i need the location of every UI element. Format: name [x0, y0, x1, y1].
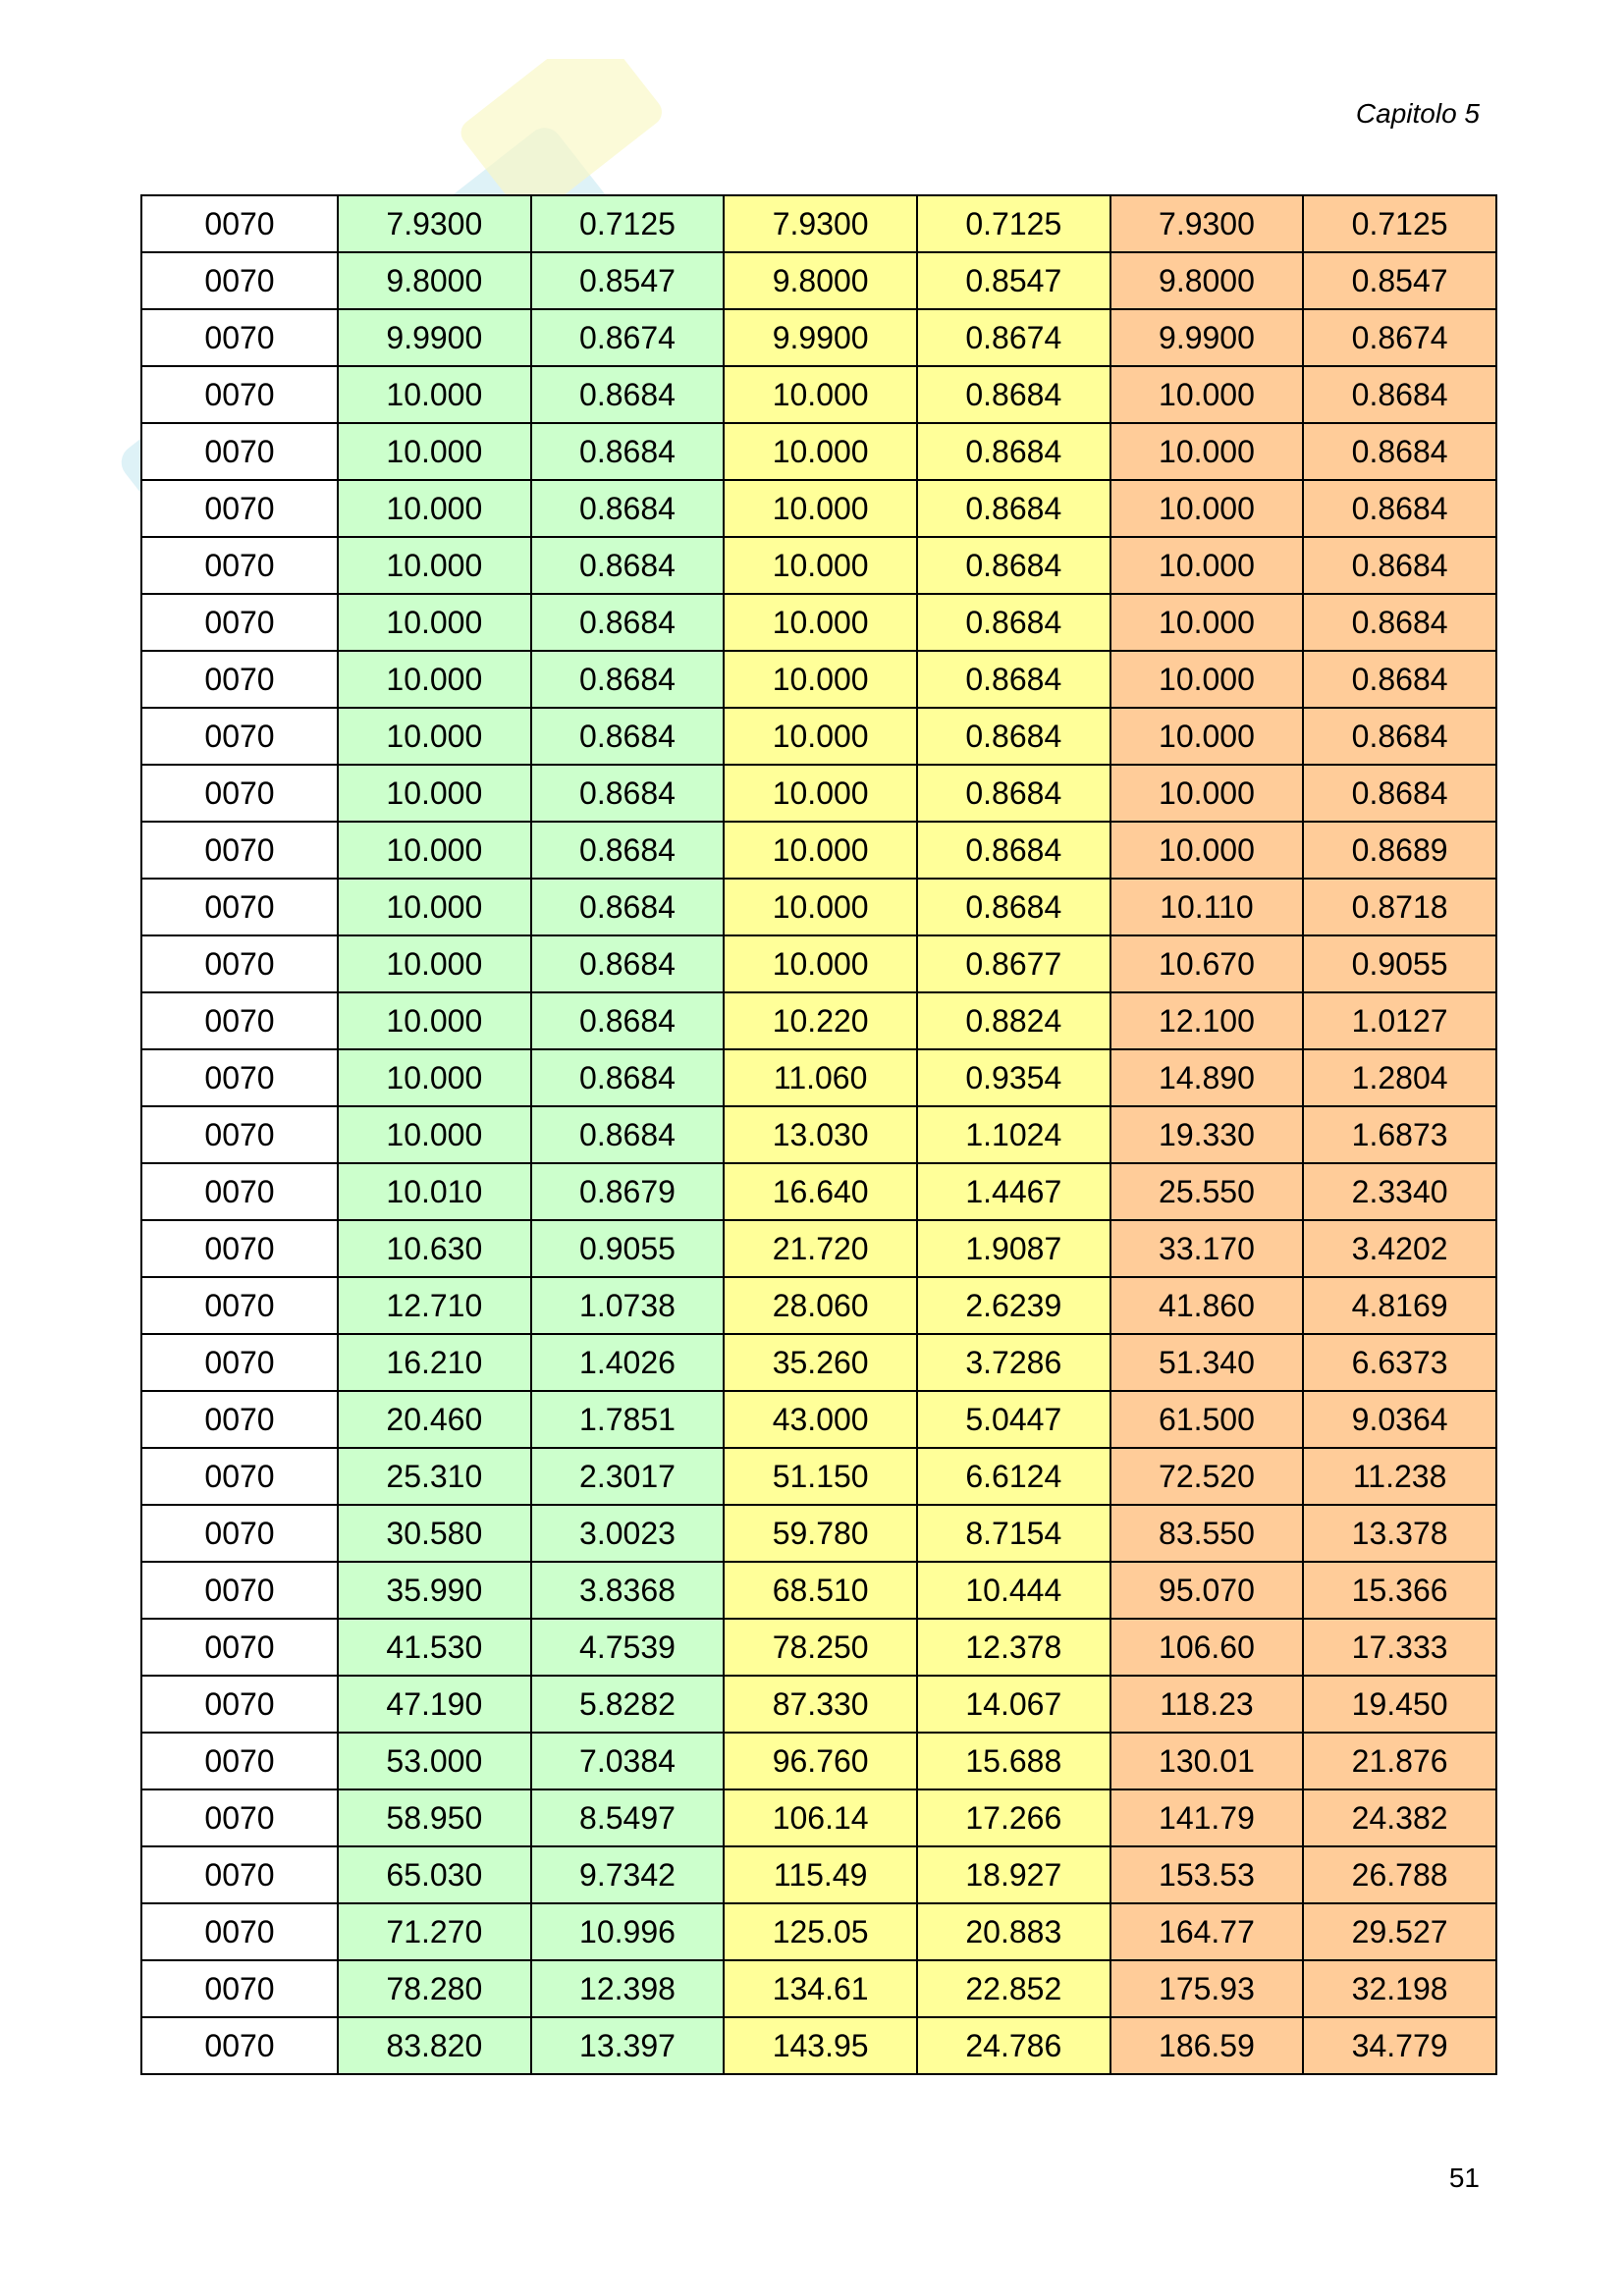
table-cell: 7.9300	[1110, 195, 1304, 252]
table-cell: 16.640	[724, 1163, 917, 1220]
row-code-cell: 0070	[141, 992, 338, 1049]
table-cell: 10.000	[724, 537, 917, 594]
table-cell: 59.780	[724, 1505, 917, 1562]
chapter-header: Capitolo 5	[1355, 98, 1480, 129]
row-code-cell: 0070	[141, 1334, 338, 1391]
table-cell: 0.8684	[531, 423, 725, 480]
row-code-cell: 0070	[141, 366, 338, 423]
table-cell: 10.000	[338, 708, 531, 765]
table-cell: 10.000	[338, 1106, 531, 1163]
table-row	[141, 1960, 1496, 2017]
table-cell: 10.000	[338, 1049, 531, 1106]
table-cell: 118.23	[1110, 1676, 1304, 1733]
table-cell: 30.580	[338, 1505, 531, 1562]
table-cell: 41.530	[338, 1619, 531, 1676]
table-cell: 96.760	[724, 1733, 917, 1789]
table-row	[141, 1448, 1496, 1505]
table-cell: 14.890	[1110, 1049, 1304, 1106]
table-cell: 9.8000	[724, 252, 917, 309]
table-cell: 0.8679	[531, 1163, 725, 1220]
table-row	[141, 935, 1496, 992]
table-cell: 134.61	[724, 1960, 917, 2017]
table-cell: 1.7851	[531, 1391, 725, 1448]
table-cell: 9.8000	[338, 252, 531, 309]
table-cell: 78.280	[338, 1960, 531, 2017]
table-cell: 0.8684	[917, 594, 1110, 651]
table-cell: 32.198	[1303, 1960, 1496, 2017]
row-code-cell: 0070	[141, 1733, 338, 1789]
table-row	[141, 423, 1496, 480]
table-cell: 0.7125	[917, 195, 1110, 252]
row-code-cell: 0070	[141, 935, 338, 992]
table-cell: 26.788	[1303, 1846, 1496, 1903]
table-cell: 0.8684	[531, 537, 725, 594]
row-code-cell: 0070	[141, 537, 338, 594]
table-cell: 0.8684	[1303, 594, 1496, 651]
table-cell: 10.000	[1110, 366, 1304, 423]
row-code-cell: 0070	[141, 1220, 338, 1277]
table-cell: 106.14	[724, 1789, 917, 1846]
row-code-cell: 0070	[141, 195, 338, 252]
row-code-cell: 0070	[141, 594, 338, 651]
row-code-cell: 0070	[141, 822, 338, 879]
table-cell: 0.8684	[531, 1049, 725, 1106]
table-cell: 1.6873	[1303, 1106, 1496, 1163]
table-cell: 13.397	[531, 2017, 725, 2074]
table-cell: 9.8000	[1110, 252, 1304, 309]
table-cell: 87.330	[724, 1676, 917, 1733]
table-row	[141, 822, 1496, 879]
table-cell: 0.8684	[917, 708, 1110, 765]
table-cell: 10.000	[724, 366, 917, 423]
table-cell: 10.630	[338, 1220, 531, 1277]
table-cell: 0.8684	[917, 822, 1110, 879]
table-row	[141, 537, 1496, 594]
table-cell: 0.8684	[531, 480, 725, 537]
row-code-cell: 0070	[141, 1505, 338, 1562]
table-cell: 0.9055	[531, 1220, 725, 1277]
table-cell: 51.150	[724, 1448, 917, 1505]
table-cell: 4.7539	[531, 1619, 725, 1676]
table-cell: 10.000	[724, 480, 917, 537]
table-cell: 0.8684	[531, 765, 725, 822]
table-cell: 2.3340	[1303, 1163, 1496, 1220]
table-cell: 0.8684	[917, 423, 1110, 480]
table-cell: 15.688	[917, 1733, 1110, 1789]
table-row	[141, 252, 1496, 309]
table-cell: 1.4026	[531, 1334, 725, 1391]
table-row	[141, 1846, 1496, 1903]
table-cell: 13.378	[1303, 1505, 1496, 1562]
table-cell: 7.9300	[338, 195, 531, 252]
table-body	[141, 195, 1496, 2074]
row-code-cell: 0070	[141, 1789, 338, 1846]
row-code-cell: 0070	[141, 480, 338, 537]
table-cell: 0.8547	[1303, 252, 1496, 309]
table-cell: 9.9900	[724, 309, 917, 366]
table-cell: 43.000	[724, 1391, 917, 1448]
table-cell: 10.000	[338, 423, 531, 480]
table-cell: 10.000	[724, 822, 917, 879]
table-row	[141, 1676, 1496, 1733]
table-row	[141, 1277, 1496, 1334]
row-code-cell: 0070	[141, 1676, 338, 1733]
table-cell: 10.000	[338, 594, 531, 651]
table-cell: 0.8684	[1303, 537, 1496, 594]
table-row	[141, 1334, 1496, 1391]
table-cell: 24.382	[1303, 1789, 1496, 1846]
table-cell: 125.05	[724, 1903, 917, 1960]
table-cell: 21.720	[724, 1220, 917, 1277]
table-cell: 0.8684	[917, 480, 1110, 537]
table-cell: 10.000	[724, 765, 917, 822]
table-cell: 9.9900	[338, 309, 531, 366]
table-cell: 33.170	[1110, 1220, 1304, 1277]
table-cell: 1.2804	[1303, 1049, 1496, 1106]
table-cell: 3.4202	[1303, 1220, 1496, 1277]
table-cell: 53.000	[338, 1733, 531, 1789]
table-cell: 4.8169	[1303, 1277, 1496, 1334]
table-cell: 47.190	[338, 1676, 531, 1733]
row-code-cell: 0070	[141, 879, 338, 935]
table-cell: 29.527	[1303, 1903, 1496, 1960]
row-code-cell: 0070	[141, 1277, 338, 1334]
table-cell: 0.8689	[1303, 822, 1496, 879]
table-row	[141, 1733, 1496, 1789]
table-cell: 10.000	[724, 651, 917, 708]
table-cell: 6.6373	[1303, 1334, 1496, 1391]
table-cell: 68.510	[724, 1562, 917, 1619]
table-cell: 3.8368	[531, 1562, 725, 1619]
row-code-cell: 0070	[141, 1846, 338, 1903]
table-cell: 58.950	[338, 1789, 531, 1846]
table-cell: 1.9087	[917, 1220, 1110, 1277]
table-cell: 12.710	[338, 1277, 531, 1334]
table-cell: 7.9300	[724, 195, 917, 252]
table-cell: 10.000	[338, 537, 531, 594]
table-cell: 10.000	[338, 651, 531, 708]
table-cell: 10.000	[338, 480, 531, 537]
table-cell: 21.876	[1303, 1733, 1496, 1789]
table-cell: 20.460	[338, 1391, 531, 1448]
table-cell: 10.000	[724, 594, 917, 651]
table-cell: 19.330	[1110, 1106, 1304, 1163]
table-cell: 164.77	[1110, 1903, 1304, 1960]
table-cell: 10.000	[338, 765, 531, 822]
table-cell: 0.8684	[531, 708, 725, 765]
row-code-cell: 0070	[141, 651, 338, 708]
row-code-cell: 0070	[141, 708, 338, 765]
table-cell: 10.000	[1110, 537, 1304, 594]
table-cell: 24.786	[917, 2017, 1110, 2074]
table-cell: 83.820	[338, 2017, 531, 2074]
table-cell: 9.0364	[1303, 1391, 1496, 1448]
table-cell: 41.860	[1110, 1277, 1304, 1334]
table-cell: 78.250	[724, 1619, 917, 1676]
table-cell: 51.340	[1110, 1334, 1304, 1391]
table-cell: 106.60	[1110, 1619, 1304, 1676]
table-cell: 10.000	[724, 708, 917, 765]
table-cell: 10.000	[1110, 708, 1304, 765]
table-row	[141, 1903, 1496, 1960]
table-cell: 153.53	[1110, 1846, 1304, 1903]
table-cell: 1.1024	[917, 1106, 1110, 1163]
table-cell: 0.8684	[531, 992, 725, 1049]
table-cell: 7.0384	[531, 1733, 725, 1789]
table-cell: 20.883	[917, 1903, 1110, 1960]
table-cell: 3.0023	[531, 1505, 725, 1562]
table-cell: 0.8824	[917, 992, 1110, 1049]
table-cell: 34.779	[1303, 2017, 1496, 2074]
table-row	[141, 2017, 1496, 2074]
table-cell: 9.9900	[1110, 309, 1304, 366]
row-code-cell: 0070	[141, 1903, 338, 1960]
table-cell: 0.8684	[531, 879, 725, 935]
table-cell: 0.9354	[917, 1049, 1110, 1106]
table-cell: 19.450	[1303, 1676, 1496, 1733]
row-code-cell: 0070	[141, 309, 338, 366]
table-cell: 0.8684	[531, 822, 725, 879]
table-cell: 10.000	[338, 366, 531, 423]
table-cell: 35.990	[338, 1562, 531, 1619]
table-cell: 2.3017	[531, 1448, 725, 1505]
table-cell: 175.93	[1110, 1960, 1304, 2017]
row-code-cell: 0070	[141, 252, 338, 309]
table-row	[141, 1789, 1496, 1846]
table-cell: 3.7286	[917, 1334, 1110, 1391]
table-cell: 10.000	[1110, 423, 1304, 480]
table-cell: 0.8684	[917, 765, 1110, 822]
table-cell: 10.000	[338, 879, 531, 935]
table-cell: 10.220	[724, 992, 917, 1049]
table-cell: 10.000	[1110, 765, 1304, 822]
table-cell: 143.95	[724, 2017, 917, 2074]
table-cell: 0.8674	[531, 309, 725, 366]
table-cell: 5.8282	[531, 1676, 725, 1733]
table-cell: 0.8684	[1303, 651, 1496, 708]
table-cell: 0.8684	[917, 537, 1110, 594]
row-code-cell: 0070	[141, 1960, 338, 2017]
table-row	[141, 366, 1496, 423]
table-cell: 1.4467	[917, 1163, 1110, 1220]
table-row	[141, 1505, 1496, 1562]
table-cell: 10.000	[724, 423, 917, 480]
row-code-cell: 0070	[141, 1619, 338, 1676]
row-code-cell: 0070	[141, 423, 338, 480]
table-cell: 25.550	[1110, 1163, 1304, 1220]
table-cell: 141.79	[1110, 1789, 1304, 1846]
table-cell: 12.378	[917, 1619, 1110, 1676]
table-cell: 0.8684	[1303, 366, 1496, 423]
table-cell: 186.59	[1110, 2017, 1304, 2074]
table-cell: 10.996	[531, 1903, 725, 1960]
row-code-cell: 0070	[141, 1163, 338, 1220]
table-cell: 18.927	[917, 1846, 1110, 1903]
table-row	[141, 1163, 1496, 1220]
row-code-cell: 0070	[141, 1106, 338, 1163]
table-cell: 8.5497	[531, 1789, 725, 1846]
table-row	[141, 309, 1496, 366]
table-cell: 10.670	[1110, 935, 1304, 992]
table-cell: 71.270	[338, 1903, 531, 1960]
table-cell: 0.8684	[917, 651, 1110, 708]
table-cell: 5.0447	[917, 1391, 1110, 1448]
table-cell: 10.000	[724, 879, 917, 935]
row-code-cell: 0070	[141, 2017, 338, 2074]
table-cell: 0.8684	[917, 366, 1110, 423]
data-table	[140, 194, 1497, 2075]
table-cell: 15.366	[1303, 1562, 1496, 1619]
table-cell: 10.000	[338, 992, 531, 1049]
table-cell: 0.8674	[917, 309, 1110, 366]
table-cell: 14.067	[917, 1676, 1110, 1733]
table-cell: 0.8674	[1303, 309, 1496, 366]
table-cell: 10.000	[338, 935, 531, 992]
table-cell: 0.8684	[1303, 708, 1496, 765]
table-cell: 10.000	[1110, 594, 1304, 651]
row-code-cell: 0070	[141, 765, 338, 822]
table-cell: 130.01	[1110, 1733, 1304, 1789]
table-cell: 65.030	[338, 1846, 531, 1903]
table-row	[141, 708, 1496, 765]
table-cell: 0.8718	[1303, 879, 1496, 935]
page-number: 51	[1448, 2163, 1480, 2193]
table-row	[141, 1220, 1496, 1277]
table-cell: 0.8684	[1303, 480, 1496, 537]
table-cell: 35.260	[724, 1334, 917, 1391]
table-row	[141, 195, 1496, 252]
table-row	[141, 594, 1496, 651]
table-cell: 10.110	[1110, 879, 1304, 935]
table-cell: 9.7342	[531, 1846, 725, 1903]
table-row	[141, 1106, 1496, 1163]
table-cell: 17.266	[917, 1789, 1110, 1846]
table-cell: 0.7125	[531, 195, 725, 252]
table-cell: 83.550	[1110, 1505, 1304, 1562]
table-cell: 115.49	[724, 1846, 917, 1903]
table-cell: 2.6239	[917, 1277, 1110, 1334]
table-cell: 25.310	[338, 1448, 531, 1505]
row-code-cell: 0070	[141, 1049, 338, 1106]
table-cell: 17.333	[1303, 1619, 1496, 1676]
table-cell: 11.060	[724, 1049, 917, 1106]
table-row	[141, 651, 1496, 708]
table-cell: 13.030	[724, 1106, 917, 1163]
table-cell: 0.8684	[1303, 423, 1496, 480]
table-row	[141, 879, 1496, 935]
table-row	[141, 480, 1496, 537]
table-cell: 0.8684	[531, 366, 725, 423]
row-code-cell: 0070	[141, 1448, 338, 1505]
table-cell: 61.500	[1110, 1391, 1304, 1448]
table-cell: 1.0127	[1303, 992, 1496, 1049]
row-code-cell: 0070	[141, 1391, 338, 1448]
table-row	[141, 1391, 1496, 1448]
table-cell: 0.8684	[1303, 765, 1496, 822]
table-cell: 6.6124	[917, 1448, 1110, 1505]
table-cell: 10.444	[917, 1562, 1110, 1619]
table-cell: 10.000	[1110, 822, 1304, 879]
table-cell: 0.8547	[917, 252, 1110, 309]
table-cell: 0.8684	[531, 594, 725, 651]
table-cell: 0.8684	[531, 651, 725, 708]
table-cell: 10.000	[1110, 480, 1304, 537]
table-cell: 95.070	[1110, 1562, 1304, 1619]
table-cell: 12.398	[531, 1960, 725, 2017]
table-cell: 72.520	[1110, 1448, 1304, 1505]
table-cell: 0.8677	[917, 935, 1110, 992]
table-row	[141, 765, 1496, 822]
table-row	[141, 1619, 1496, 1676]
table-cell: 16.210	[338, 1334, 531, 1391]
table-cell: 11.238	[1303, 1448, 1496, 1505]
table-cell: 0.7125	[1303, 195, 1496, 252]
row-code-cell: 0070	[141, 1562, 338, 1619]
table-cell: 10.000	[338, 822, 531, 879]
table-cell: 1.0738	[531, 1277, 725, 1334]
table-cell: 0.8684	[531, 935, 725, 992]
table-cell: 8.7154	[917, 1505, 1110, 1562]
table-row	[141, 1049, 1496, 1106]
table-cell: 10.000	[1110, 651, 1304, 708]
table-cell: 10.010	[338, 1163, 531, 1220]
table-row	[141, 992, 1496, 1049]
table-cell: 0.8684	[531, 1106, 725, 1163]
table-cell: 12.100	[1110, 992, 1304, 1049]
table-cell: 0.9055	[1303, 935, 1496, 992]
table-cell: 22.852	[917, 1960, 1110, 2017]
table-cell: 0.8547	[531, 252, 725, 309]
table-cell: 28.060	[724, 1277, 917, 1334]
table-cell: 10.000	[724, 935, 917, 992]
table-row	[141, 1562, 1496, 1619]
table-cell: 0.8684	[917, 879, 1110, 935]
